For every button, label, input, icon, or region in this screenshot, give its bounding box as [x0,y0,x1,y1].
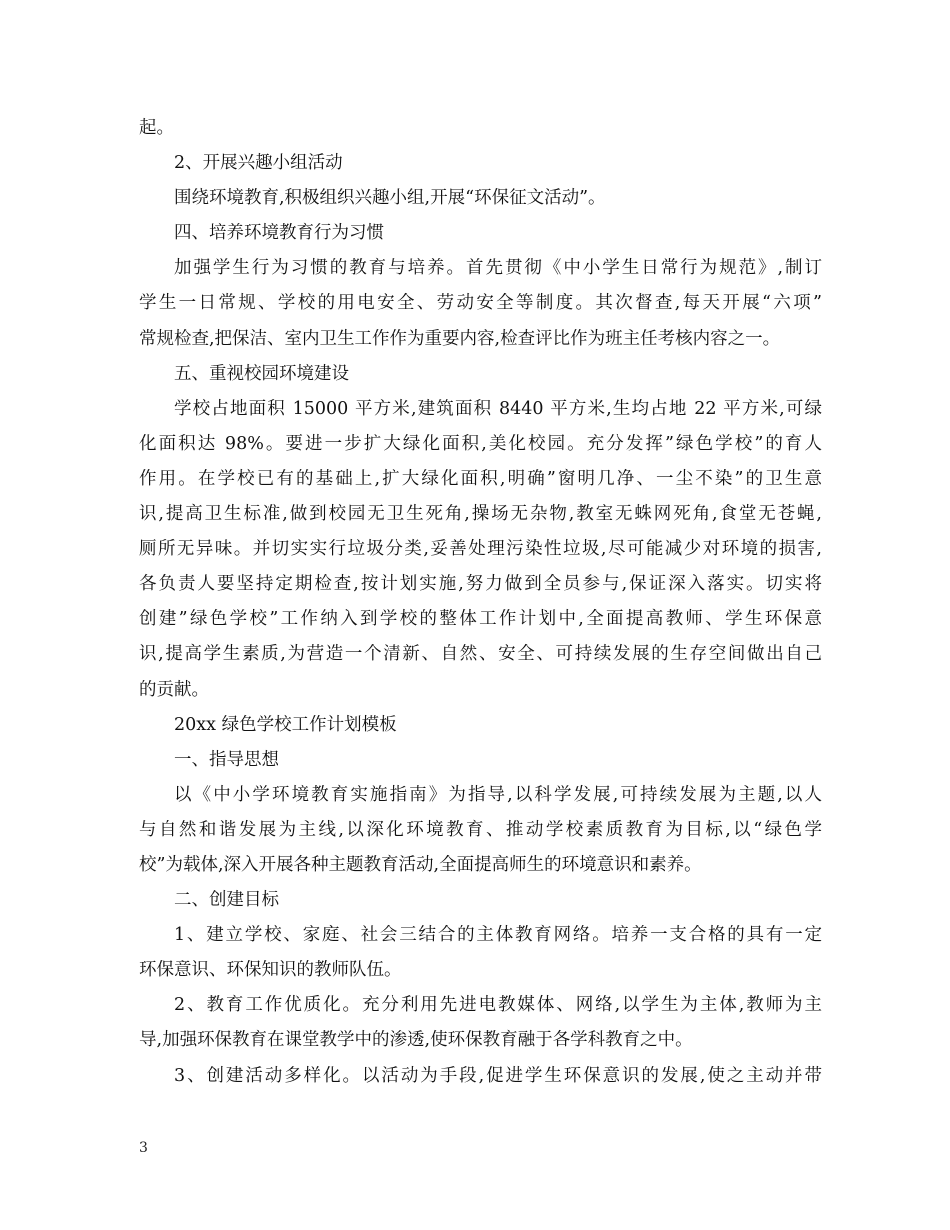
text-line: 厕所无异味。并切实实行垃圾分类,妥善处理污染性垃圾,尽可能减少对环境的损害, [139,539,822,560]
text-line: 化面积达 98%。要进一步扩大绿化面积,美化校园。充分发挥”绿色学校”的育人 [139,433,822,454]
text-line: 的贡献。 [139,679,209,700]
text-line: 识,提高卫生标准,做到校园无卫生死角,操场无杂物,教室无蛛网死角,食堂无苍蝇, [139,504,822,525]
text-line: 围绕环境教育,积极组织兴趣小组,开展“环保征文活动”。 [174,188,606,209]
heading-campus-environment: 五、重视校园环境建设 [174,363,349,384]
document-body [139,111,822,1094]
heading-creation-goals: 二、创建目标 [174,890,279,911]
text-line: 与自然和谐发展为主线,以深化环境教育、推动学校素质教育为目标,以“绿色学 [139,819,822,840]
text-line: 各负责人要坚持定期检查,按计划实施,努力做到全员参与,保证深入落实。切实将 [139,574,822,595]
page-number: 3 [139,1140,148,1156]
text-line: 校”为载体,深入开展各种主题教育活动,全面提高师生的环境意识和素养。 [139,854,702,875]
text-line: 导,加强环保教育在课堂教学中的渗透,使环保教育融于各学科教育之中。 [139,1030,693,1051]
section-title-plan-template: 20xx 绿色学校工作计划模板 [174,714,397,735]
text-line: 常规检查,把保洁、室内卫生工作作为重要内容,检查评比作为班主任考核内容之一。 [139,328,781,349]
text-line: 1、建立学校、家庭、社会三结合的主体教育网络。培养一支合格的具有一定 [174,925,822,946]
text-line: 加强学生行为习惯的教育与培养。首先贯彻《中小学生日常行为规范》,制订 [174,258,822,279]
text-line: 学生一日常规、学校的用电安全、劳动安全等制度。其次督查,每天开展“六项” [139,293,822,314]
text-line: 识,提高学生素质,为营造一个清新、自然、安全、可持续发展的生存空间做出自己 [139,644,822,665]
text-line: 创建”绿色学校”工作纳入到学校的整体工作计划中,全面提高教师、学生环保意 [139,609,822,630]
text-line: 2、教育工作优质化。充分利用先进电教媒体、网络,以学生为主体,教师为主 [174,995,822,1016]
text-line: 作用。在学校已有的基础上,扩大绿化面积,明确”窗明几净、一尘不染”的卫生意 [139,468,822,489]
text-line: 环保意识、环保知识的教师队伍。 [139,960,402,981]
subheading-interest-group: 2、开展兴趣小组活动 [174,153,343,174]
heading-guiding-ideology: 一、指导思想 [174,749,279,770]
heading-behavior-habits: 四、培养环境教育行为习惯 [174,223,384,244]
text-line: 3、创建活动多样化。以活动为手段,促进学生环保意识的发展,使之主动并带 [174,1065,822,1086]
text-line: 起。 [139,118,174,138]
text-line: 以《中小学环境教育实施指南》为指导,以科学发展,可持续发展为主题,以人 [174,784,822,805]
text-line: 学校占地面积 15000 平方米,建筑面积 8440 平方米,生均占地 22 平方米,可绿 [174,398,822,419]
